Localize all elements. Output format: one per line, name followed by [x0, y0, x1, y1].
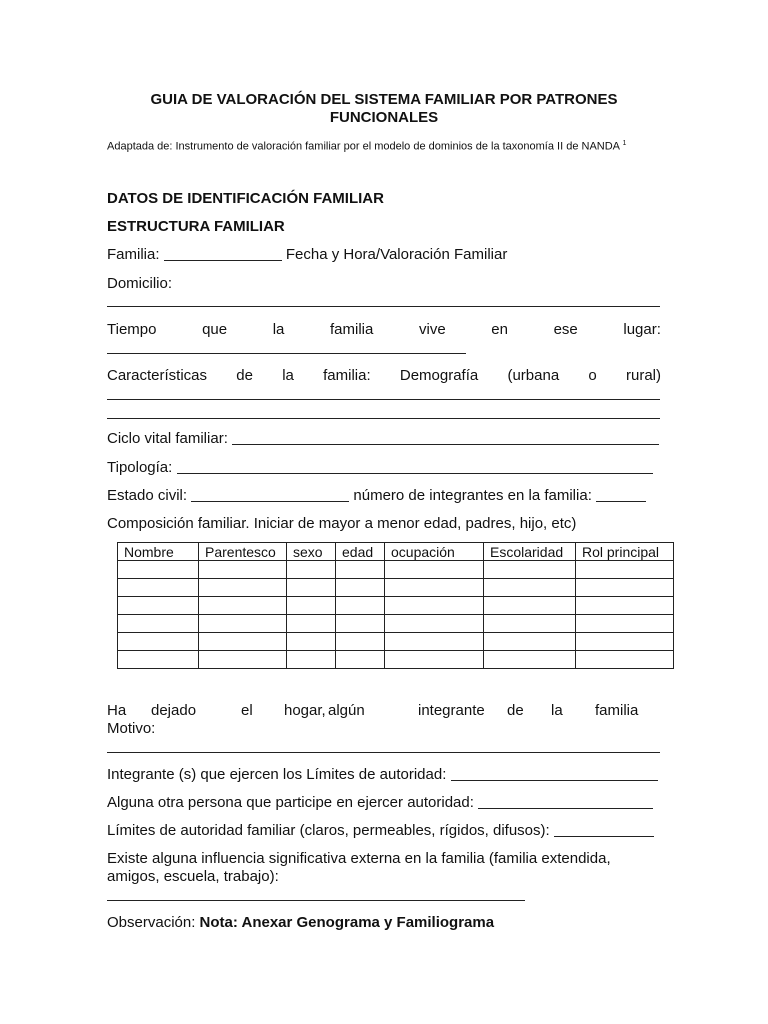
caracteristicas-word: Demografía: [399, 367, 479, 384]
table-cell[interactable]: [576, 633, 674, 651]
table-cell[interactable]: [118, 651, 199, 669]
table-cell[interactable]: [287, 615, 336, 633]
caracteristicas-word: (urbana: [507, 367, 560, 384]
caracteristicas-blank-2[interactable]: [107, 418, 660, 419]
tiempo-word: ese: [553, 321, 578, 338]
subtitle-text: Adaptada de: Instrumento de valoración familiar por el modelo de dominios de la taxonomía II de NANDA: [107, 140, 620, 153]
table-cell[interactable]: [336, 633, 385, 651]
hogar-word: algún: [328, 702, 365, 719]
table-cell[interactable]: [385, 615, 484, 633]
table-cell[interactable]: [336, 579, 385, 597]
table-cell[interactable]: [199, 597, 287, 615]
estado-civil-blank[interactable]: [191, 500, 349, 502]
column-header: Rol principal: [576, 543, 674, 561]
influencia-line-1: Existe alguna influencia significativa externa en la familia (familia extendida,: [107, 850, 611, 867]
caracteristicas-word: Características: [107, 367, 208, 384]
domicilio-blank[interactable]: [107, 306, 660, 307]
integrantes-blank[interactable]: [596, 500, 646, 502]
limites-familiar-line: [107, 822, 654, 840]
table-cell[interactable]: [576, 651, 674, 669]
motivo-label: Motivo:: [107, 720, 156, 737]
tipologia-blank[interactable]: [177, 472, 653, 474]
table-cell[interactable]: [385, 597, 484, 615]
tiempo-word: vive: [418, 321, 446, 338]
tipologia-line: [107, 459, 653, 477]
table-cell[interactable]: [287, 651, 336, 669]
hogar-word: familia: [595, 702, 639, 719]
tiempo-word: que: [202, 321, 228, 338]
document-title: GUIA DE VALORACIÓN DEL SISTEMA FAMILIAR POR PATRONES FUNCIONALES: [150, 91, 618, 126]
table-row: [118, 561, 674, 579]
caracteristicas-blank-1[interactable]: [107, 399, 660, 400]
table-cell[interactable]: [385, 561, 484, 579]
influencia-blank[interactable]: [107, 900, 525, 901]
limites-familiar-label: Límites de autoridad familiar (claros, permeables, rígidos, difusos):: [107, 822, 550, 839]
section-heading-identificacion: DATOS DE IDENTIFICACIÓN FAMILIAR: [107, 190, 384, 207]
table-cell[interactable]: [336, 561, 385, 579]
estado-civil-label: Estado civil:: [107, 487, 188, 504]
hogar-word: hogar,: [284, 702, 326, 719]
table-cell[interactable]: [199, 633, 287, 651]
table-cell[interactable]: [199, 615, 287, 633]
tiempo-word: lugar:: [623, 321, 661, 338]
document-subtitle: [107, 137, 626, 154]
column-header: Parentesco: [199, 543, 287, 561]
tiempo-word: en: [491, 321, 508, 338]
footnote-marker: 1: [622, 140, 627, 147]
otra-persona-label: Alguna otra persona que participe en ejercer autoridad:: [107, 794, 474, 811]
table-row: [118, 597, 674, 615]
familia-label: Familia:: [107, 246, 160, 263]
hogar-word: dejado: [151, 702, 197, 719]
table-cell[interactable]: [118, 579, 199, 597]
caracteristicas-word: o: [588, 367, 597, 384]
familia-blank[interactable]: [164, 259, 282, 261]
tiempo-word: Tiempo: [107, 321, 157, 338]
observacion-line: [107, 914, 494, 932]
table-cell[interactable]: [576, 597, 674, 615]
otra-persona-line: [107, 794, 653, 812]
tiempo-line: [107, 321, 661, 339]
tiempo-word: la: [272, 321, 285, 338]
table-cell[interactable]: [118, 597, 199, 615]
table-cell[interactable]: [385, 579, 484, 597]
table-cell[interactable]: [336, 615, 385, 633]
table-cell[interactable]: [576, 615, 674, 633]
table-row: [118, 615, 674, 633]
table-cell[interactable]: [199, 651, 287, 669]
tiempo-blank[interactable]: [107, 353, 466, 354]
column-header: Nombre: [118, 543, 199, 561]
estado-civil-line: [107, 487, 646, 505]
hogar-word: Ha: [107, 702, 127, 719]
limites-autoridad-blank[interactable]: [451, 779, 658, 781]
table-cell[interactable]: [484, 579, 576, 597]
composicion-table: [117, 542, 674, 669]
hogar-word: de: [507, 702, 524, 719]
table-cell[interactable]: [484, 633, 576, 651]
hogar-word: la: [551, 702, 563, 719]
caracteristicas-word: de: [236, 367, 253, 384]
table-row: [118, 651, 674, 669]
fecha-label: Fecha y Hora/Valoración Familiar: [285, 246, 508, 263]
table-header-row: [118, 543, 674, 561]
column-header: ocupación: [385, 543, 484, 561]
table-cell[interactable]: [484, 615, 576, 633]
hogar-word: el: [241, 702, 253, 719]
table-cell[interactable]: [118, 615, 199, 633]
composicion-label: Composición familiar. Iniciar de mayor a menor edad, padres, hijo, etc): [107, 515, 577, 532]
ciclo-label: Ciclo vital familiar:: [107, 430, 228, 447]
table-cell[interactable]: [484, 597, 576, 615]
tipologia-label: Tipología:: [107, 459, 173, 476]
integrantes-label: número de integrantes en la familia:: [353, 487, 592, 504]
table-cell[interactable]: [287, 579, 336, 597]
table-cell[interactable]: [576, 579, 674, 597]
table-cell[interactable]: [385, 651, 484, 669]
table-cell[interactable]: [287, 561, 336, 579]
table-cell[interactable]: [484, 651, 576, 669]
table-cell[interactable]: [199, 579, 287, 597]
table-cell[interactable]: [336, 651, 385, 669]
caracteristicas-word: la: [282, 367, 294, 384]
table-cell[interactable]: [287, 633, 336, 651]
section-heading-estructura: ESTRUCTURA FAMILIAR: [107, 218, 285, 235]
column-header: edad: [336, 543, 385, 561]
table-cell[interactable]: [118, 633, 199, 651]
table-cell[interactable]: [118, 561, 199, 579]
table-cell[interactable]: [576, 561, 674, 579]
observacion-label: Observación:: [107, 914, 196, 931]
caracteristicas-word: rural): [625, 367, 661, 384]
caracteristicas-word: familia:: [323, 367, 371, 384]
caracteristicas-line: [107, 367, 661, 385]
table-cell[interactable]: [287, 597, 336, 615]
tiempo-word: familia: [330, 321, 374, 338]
familia-line: [107, 246, 507, 264]
hogar-word: integrante: [418, 702, 485, 719]
influencia-line-2: amigos, escuela, trabajo):: [107, 868, 279, 885]
limites-autoridad-label: Integrante (s) que ejercen los Límites de autoridad:: [107, 766, 447, 783]
ciclo-blank[interactable]: [232, 443, 659, 445]
nota-text: Nota: Anexar Genograma y Familiograma: [199, 914, 495, 931]
table-cell[interactable]: [199, 561, 287, 579]
otra-persona-blank[interactable]: [478, 807, 653, 809]
table-cell[interactable]: [484, 561, 576, 579]
table-row: [118, 633, 674, 651]
ciclo-line: [107, 430, 659, 448]
table-cell[interactable]: [336, 597, 385, 615]
limites-autoridad-line: [107, 766, 658, 784]
column-header: Escolaridad: [484, 543, 576, 561]
table-row: [118, 579, 674, 597]
table-cell[interactable]: [385, 633, 484, 651]
motivo-blank[interactable]: [107, 752, 660, 753]
limites-familiar-blank[interactable]: [554, 835, 654, 837]
column-header: sexo: [287, 543, 336, 561]
hogar-line: [107, 702, 661, 720]
domicilio-label: Domicilio:: [107, 275, 173, 292]
